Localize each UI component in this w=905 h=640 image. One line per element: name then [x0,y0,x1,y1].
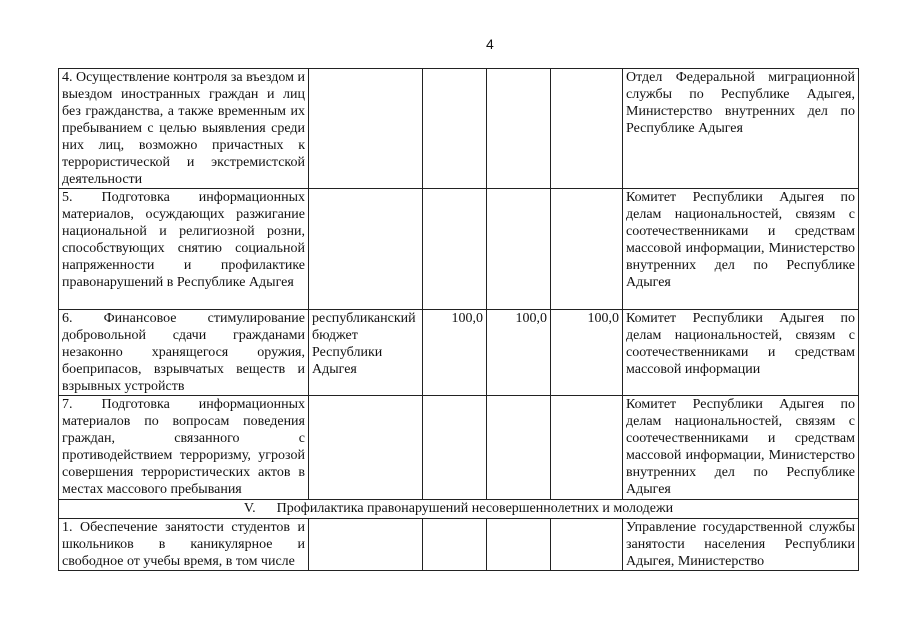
year3-amount-cell [551,519,623,571]
year2-amount-cell [487,519,551,571]
year1-amount-cell [423,69,487,189]
funding-source-cell [309,69,423,189]
executor-cell: Комитет Республики Адыгея по делам национальностей, связям с соотечественниками и средствам массовой информации, Министерство внутренних дел по Республике Адыгея [623,189,859,310]
executor-cell: Комитет Республики Адыгея по делам национальностей, связям с соотечественниками и средствам массовой информации [623,310,859,396]
activity-cell: 6. Финансовое стимулирование добровольной сдачи гражданами незаконно хранящегося оружия, боеприпасов, взрывчатых веществ и взрывных устройств [59,310,309,396]
section-header-row [59,500,859,519]
measures-table [58,68,859,571]
section-title: V. Профилактика правонарушений несовершеннолетних и молодежи [59,500,859,519]
executor-cell: Управление государственной службы занятости населения Республики Адыгея, Министерство [623,519,859,571]
table-row [59,396,859,500]
table-row [59,310,859,396]
activity-cell: 7. Подготовка информационных материалов по вопросам поведения граждан, связанного с противодействием терроризму, угрозой совершения террористических актов в местах массового пребывания [59,396,309,500]
year1-amount-cell [423,189,487,310]
year2-amount-cell [487,69,551,189]
table-row [59,519,859,571]
table-row [59,189,859,310]
funding-source-cell [309,519,423,571]
year3-amount-cell [551,189,623,310]
activity-cell: 5. Подготовка информационных материалов, осуждающих разжигание национальной и религиозной розни, способствующих снятию социальной напряженности и профилактике правонарушений в Республике Адыгея [59,189,309,310]
funding-source-cell [309,189,423,310]
year2-amount-cell [487,189,551,310]
activity-cell: 4. Осуществление контроля за въездом и выездом иностранных граждан и лиц без гражданства, а также временным их пребыванием с целью выявления среди них лиц, возможно причастных к террористической и экстремистской деятельности [59,69,309,189]
funding-source-cell [309,396,423,500]
year3-amount-cell [551,69,623,189]
page-number: 4 [486,36,494,52]
year1-amount-cell [423,396,487,500]
year2-amount-cell [487,396,551,500]
funding-source-cell: республиканский бюджет Республики Адыгея [309,310,423,396]
executor-cell: Комитет Республики Адыгея по делам национальностей, связям с соотечественниками и средствам массовой информации, Министерство внутренних дел по Республике Адыгея [623,396,859,500]
year1-amount-cell: 100,0 [423,310,487,396]
year2-amount-cell: 100,0 [487,310,551,396]
table-row [59,69,859,189]
year3-amount-cell [551,396,623,500]
executor-cell: Отдел Федеральной миграционной службы по Республике Адыгея, Министерство внутренних дел по Республике Адыгея [623,69,859,189]
activity-cell: 1. Обеспечение занятости студентов и школьников в каникулярное и свободное от учебы время, в том числе [59,519,309,571]
year1-amount-cell [423,519,487,571]
year3-amount-cell: 100,0 [551,310,623,396]
